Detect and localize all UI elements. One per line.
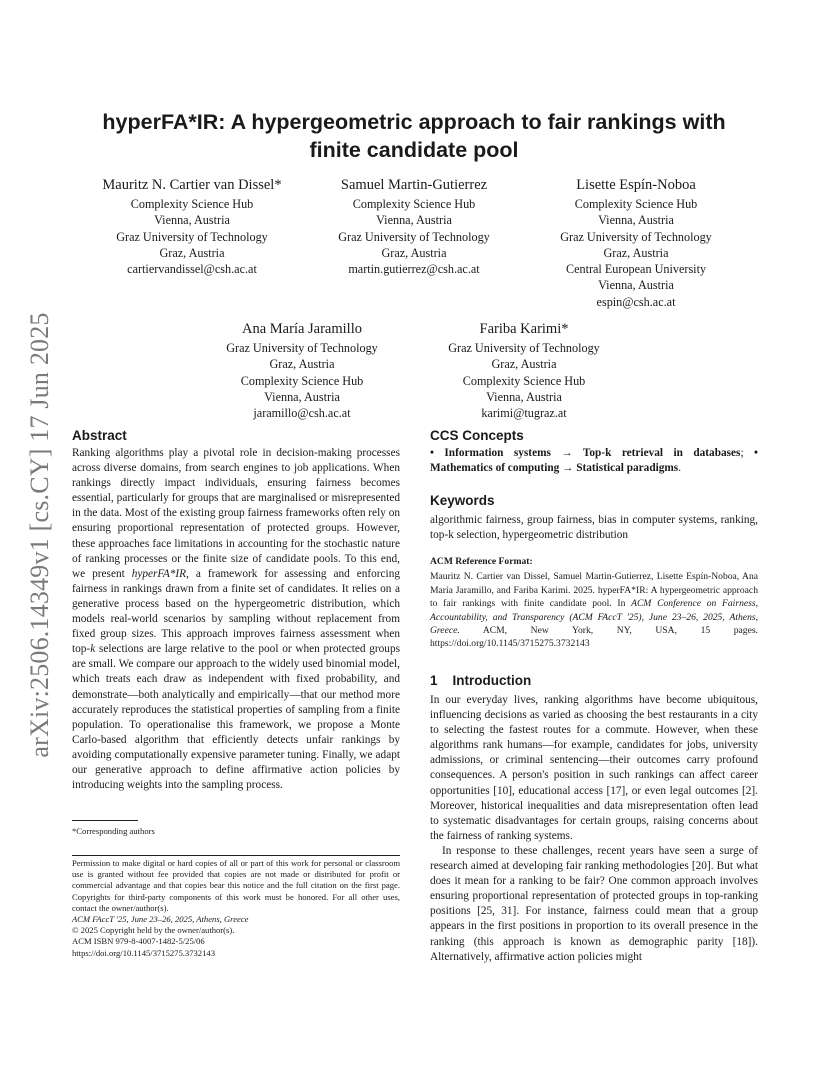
permission-block: [72, 858, 400, 959]
author-block: [516, 176, 756, 310]
keywords-text: algorithmic fairness, group fairness, bias in computer systems, ranking, top-k selection, hypergeometric distribution: [430, 514, 758, 542]
ccs-body: [430, 446, 758, 476]
intro-body: [430, 693, 758, 965]
author-affiliation: Vienna, Austria: [486, 389, 562, 404]
author-affiliation: Graz University of Technology: [448, 341, 600, 355]
title-line-2: finite candidate pool: [309, 138, 519, 162]
permission-copyright: © 2025 Copyright held by the owner/author(s).: [72, 925, 235, 936]
author-name: Lisette Espín-Noboa: [576, 177, 696, 193]
ccs-separator: ;: [740, 447, 755, 459]
author-affiliation: Vienna, Austria: [264, 389, 340, 404]
author-email: cartiervandissel@csh.ac.at: [127, 262, 257, 277]
author-affiliation: Graz University of Technology: [560, 229, 712, 244]
author-name: Ana María Jaramillo: [242, 321, 362, 337]
author-affiliation: Graz, Austria: [603, 245, 669, 260]
arxiv-id: arXiv:2506.14349v1 [cs.CY] 17 Jun 2025: [25, 312, 54, 758]
abstract-heading: Abstract: [72, 428, 127, 443]
author-name: Mauritz N. Cartier van Dissel*: [102, 177, 282, 193]
author-email: jaramillo@csh.ac.at: [253, 406, 351, 421]
abstract-text: Ranking algorithms play a pivotal role in decision-making processes across diverse domains, from search engines to job applications. When rankings directly impact individuals, ensuring fairness becomes essential, particularly for groups that are marginalised or misrepresented in the data. Most of the existing group fairness frameworks often rely on ensuring proportional representation of protected groups. However, these approaches face limitations in accounting for the stochastic nature of ranking processes or the finite size of candidate pools. To this end, we present: [72, 447, 400, 580]
author-name: Fariba Karimi*: [479, 321, 569, 337]
permission-text: Permission to make digital or hard copies of all or part of this work for personal or classroom use is granted without fee provided that copies are not made or distributed for profit or commercial advantage and that copies bear this notice and the full citation on the first page. Copyrights for third-party components of this work must be honored. For all other uses, contact the owner/author(s).: [72, 858, 400, 913]
author-affiliation: Graz University of Technology: [338, 229, 490, 244]
author-affiliation: Graz University of Technology: [226, 341, 378, 355]
author-affiliation: Vienna, Austria: [154, 213, 230, 228]
author-affiliation: Graz University of Technology: [116, 229, 268, 244]
abstract-text: , a framework for assessing and enforcing fairness in rankings drawn from a finite set of candidates. It relies on a generative process based on the hypergeometric distribution, which models real-world scenarios by sampling without replacement from fixed group sizes. This approach improves fairness assessment when top-: [72, 567, 400, 656]
author-affiliation: Complexity Science Hub: [130, 197, 254, 211]
author-affiliation: Vienna, Austria: [598, 278, 674, 293]
ccs-heading: CCS Concepts: [430, 428, 524, 443]
footnote: *Corresponding authors: [72, 826, 155, 836]
author-name: Samuel Martin-Gutierrez: [340, 177, 488, 193]
permission-isbn: ACM ISBN 979-8-4007-1482-5/25/06: [72, 936, 205, 947]
permission-venue: ACM FAccT '25, June 23–26, 2025, Athens, Greece: [72, 914, 249, 925]
title-line-1: hyperFA*IR: A hypergeometric approach to fair rankings with: [102, 110, 726, 134]
author-affiliation: Graz, Austria: [269, 357, 335, 372]
abstract-text: selections are large relative to the pool or when protected groups are small. We compare our approach to the widely used binomial model, which treats each draw as independent with fixed probability, and demonstrate—both analytically and empirically—that our method more accurately reproduces the statistical properties of sampling from a finite population. To operationalise this framework, we propose a Monte Carlo-based algorithm that efficiently detects unfair rankings by avoiding computationally expensive parameter tuning. Finally, we adapt our generative approach to define affirmative action policies by introducing weights into the sampling process.: [72, 643, 400, 792]
ccs-item[interactable]: • Mathematics of computing → Statistical paradigms: [430, 447, 759, 475]
author-affiliation: Complexity Science Hub: [462, 373, 586, 388]
keywords-heading: Keywords: [430, 493, 495, 508]
acm-reference-text: Mauritz N. Cartier van Dissel, Samuel Martin-Gutierrez, Lisette Espín-Noboa, Ana María Jaramillo, and Fariba Karimi. 2025. hyperFA*IR: A hypergeometric approach to fair rankings with finite candidate pool. In: [430, 571, 758, 610]
author-affiliation: Complexity Science Hub: [574, 197, 698, 211]
author-block: [182, 320, 422, 421]
acm-reference-heading: ACM Reference Format:: [430, 556, 533, 567]
author-block: [72, 176, 312, 277]
author-affiliation: Vienna, Austria: [598, 213, 674, 228]
author-affiliation: Graz, Austria: [159, 245, 225, 260]
acm-reference-venue: ACM Conference on Fairness, Accountability, and Transparency (ACM FAccT '25), June 23–26, 2025, Athens, Greece.: [430, 598, 758, 637]
author-affiliation: Vienna, Austria: [376, 213, 452, 228]
author-affiliation: Graz, Austria: [491, 357, 557, 372]
author-email: espin@csh.ac.at: [596, 294, 676, 309]
author-email: martin.gutierrez@csh.ac.at: [348, 262, 480, 277]
author-block: [404, 320, 644, 421]
author-affiliation: Graz, Austria: [381, 245, 447, 260]
footnote-rule: [72, 820, 138, 821]
permission-rule: [72, 855, 400, 856]
permission-doi[interactable]: https://doi.org/10.1145/3715275.3732143: [72, 947, 215, 958]
ccs-end: .: [678, 462, 682, 475]
intro-paragraph: In response to these challenges, recent years have seen a surge of research aimed at developing fair ranking methodologies [20]. But what does it mean for a ranking to be fair? One common approach involves ensuring proportional representation of protected groups in top-ranking positions [25, 31]. For instance, fairness could mean that a group appears in the first positions in proportion to its overall presence in the ranking (this approach is known as demographic parity [18]). Alternatively, affirmative action policies might: [430, 844, 758, 963]
intro-heading: 1 Introduction: [430, 673, 532, 688]
abstract-emphasis: k: [90, 643, 96, 656]
author-affiliation: Complexity Science Hub: [240, 373, 364, 388]
arxiv-stamp: [14, 300, 66, 770]
author-email: karimi@tugraz.at: [481, 406, 567, 421]
abstract-body: [72, 446, 400, 793]
paper-title: [80, 108, 748, 164]
author-affiliation: Central European University: [565, 262, 707, 277]
intro-paragraph: In our everyday lives, ranking algorithms have become ubiquitous, influencing decisions as varied as choosing the best restaurants in a city to selecting the fastest routes for a commute. However, when these algorithms rank humans—for example, candidates for jobs, university admissions, or criminal sentencing—their outcomes carry profound consequences. A person's position in such rankings can affect career opportunities [10], educational access [17], or even legal outcomes [2]. Moreover, historical inequalities and data misrepresentation often lead to systematic disadvantages for certain groups, raising concerns about the fairness of ranking systems.: [430, 694, 758, 842]
ccs-item[interactable]: • Information systems → Top-k retrieval in databases: [430, 447, 741, 459]
acm-reference-text: ACM, New York, NY, USA, 15 pages. https://doi.org/10.1145/3715275.3732143: [430, 625, 758, 650]
author-block: [294, 176, 534, 277]
acm-reference: [430, 555, 758, 651]
abstract-emphasis: hyperFA*IR: [131, 567, 187, 580]
author-affiliation: Complexity Science Hub: [352, 197, 476, 211]
